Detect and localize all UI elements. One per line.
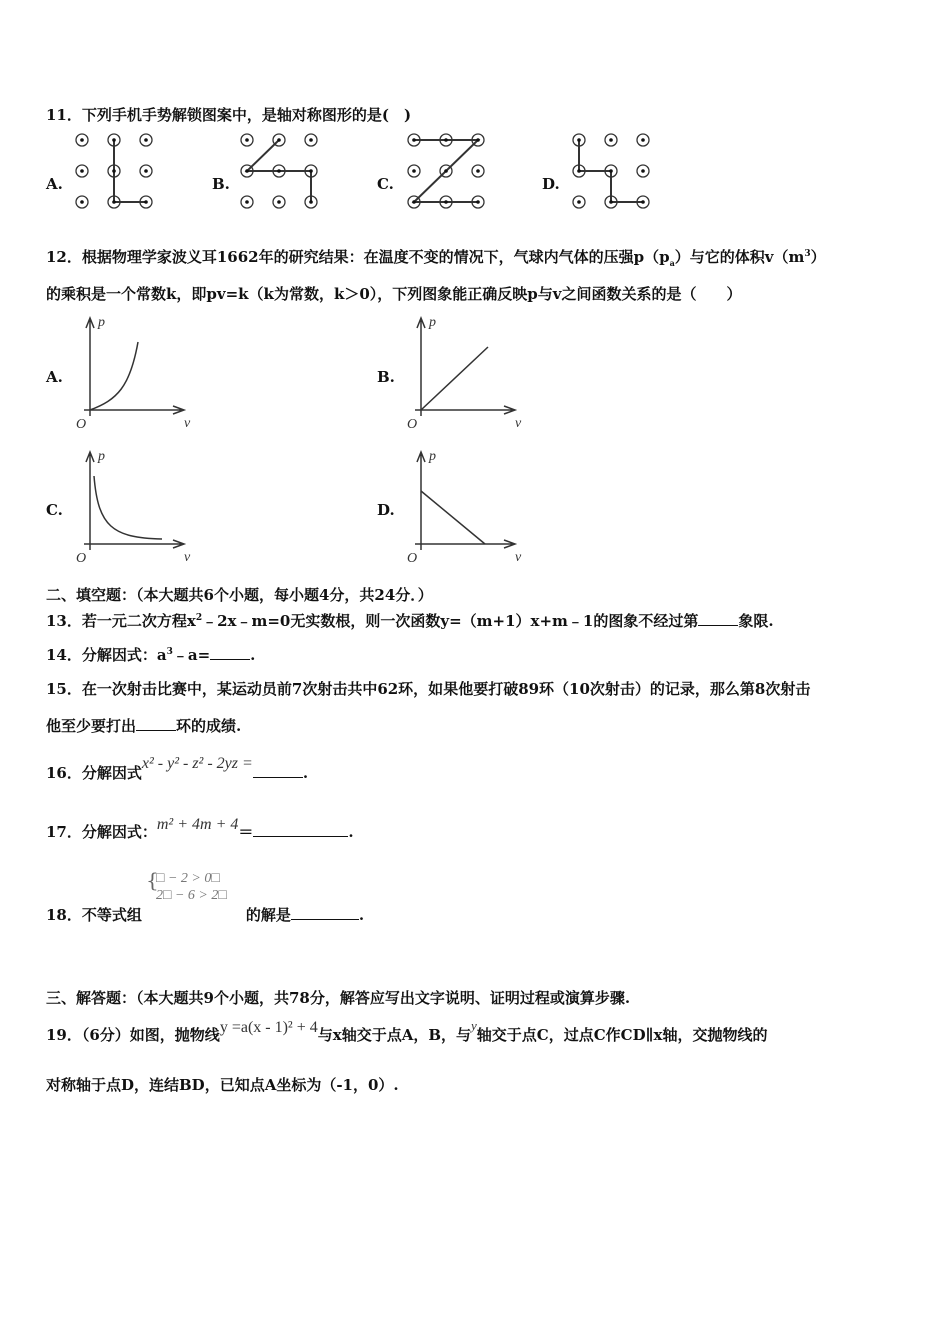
question-11-stem: 11．下列手机手势解锁图案中，是轴对称图形的是( ) bbox=[46, 106, 412, 124]
brace-symbol: { bbox=[146, 868, 159, 892]
question-12-line2: 的乘积是一个常数k，即pv=k（k为常数，k＞0），下列图象能正确反映p与v之间函数关系的是（ ） bbox=[46, 285, 742, 303]
question-14: 14．分解因式：$a^3﹣a=$ . bbox=[46, 646, 256, 664]
x-axis bbox=[84, 540, 184, 548]
question-19-line2: 对称轴于点D，连结BD，已知点A坐标为（-1，0）. bbox=[46, 1076, 399, 1094]
axis-label-v: v bbox=[184, 550, 191, 565]
q11-option-b-label: B. bbox=[212, 175, 230, 193]
question-18: 18．不等式组 的解是 . bbox=[46, 906, 365, 924]
graph-curve bbox=[90, 342, 138, 410]
y-axis bbox=[86, 452, 94, 550]
q12-graph-d bbox=[403, 446, 528, 566]
q12-option-b-label: B. bbox=[377, 368, 395, 386]
y-axis bbox=[86, 318, 94, 416]
question-15-line1: 15．在一次射击比赛中，某运动员前7次射击共中62环，如果他要打破89环（10次射击）的记录，那么第8次射击 bbox=[46, 680, 811, 698]
answer-blank[interactable] bbox=[291, 905, 359, 920]
axis-label-p: p bbox=[429, 315, 436, 330]
q11-option-d-label: D. bbox=[542, 175, 560, 193]
question-15-line2: 他至少要打出 环的成绩. bbox=[46, 717, 242, 735]
q12-option-a-label: A. bbox=[46, 368, 63, 386]
answer-blank[interactable] bbox=[698, 611, 738, 626]
q11-pattern-a bbox=[70, 132, 160, 212]
q12-graph-b bbox=[403, 312, 528, 432]
axis-label-p: p bbox=[98, 315, 105, 330]
q12-graph-c bbox=[72, 446, 197, 566]
graph-line bbox=[421, 491, 485, 544]
x-axis bbox=[84, 406, 184, 414]
formula: m² + 4m + 4 bbox=[156, 816, 239, 833]
question-19-line1: 19．（6分）如图，抛物线y =a(x - 1)² + 4与x轴交于点A，B，与y轴交于点C，过点C作CD∥x轴，交抛物线的 bbox=[46, 1018, 768, 1044]
graph-line bbox=[421, 347, 488, 410]
q12-option-d-label: D. bbox=[377, 501, 395, 519]
origin-label: O bbox=[76, 417, 87, 432]
axis-label-v: v bbox=[515, 416, 522, 431]
q12-option-c-label: C. bbox=[46, 501, 63, 519]
formula: x² - y² - z² - 2yz = bbox=[141, 755, 253, 772]
axis-label-p: p bbox=[429, 449, 436, 464]
formula: y =a(x - 1)² + 4 bbox=[219, 1019, 318, 1036]
q12-graph-a bbox=[72, 312, 197, 432]
section-3-heading: 三、解答题：（本大题共9个小题，共78分，解答应写出文字说明、证明过程或演算步骤. bbox=[46, 989, 631, 1007]
graph-curve bbox=[94, 476, 162, 539]
answer-blank[interactable] bbox=[253, 822, 348, 837]
section-2-heading: 二、填空题：（本大题共6个小题，每小题4分，共24分．） bbox=[46, 586, 433, 604]
axis-label-p: p bbox=[98, 449, 105, 464]
q11-option-c-label: C. bbox=[377, 175, 394, 193]
axis-label-v: v bbox=[515, 550, 522, 565]
x-axis bbox=[415, 406, 515, 414]
q11-pattern-d bbox=[567, 132, 657, 212]
answer-blank[interactable] bbox=[136, 716, 176, 731]
answer-blank[interactable] bbox=[253, 763, 303, 778]
y-axis bbox=[417, 452, 425, 550]
origin-label: O bbox=[76, 551, 87, 566]
q11-pattern-b bbox=[235, 132, 325, 212]
answer-blank[interactable] bbox=[210, 645, 250, 660]
q11-pattern-c bbox=[402, 132, 492, 212]
inequality-system: □ − 2 > 0□ 2□ − 6 > 2□ bbox=[156, 871, 227, 903]
origin-label: O bbox=[407, 551, 418, 566]
question-12-line1: 12．根据物理学家波义耳1662年的研究结果：在温度不变的情况下，气球内气体的压强$p(p_a)$与它的体积$v(m^3)$ bbox=[46, 248, 826, 268]
x-axis bbox=[415, 540, 515, 548]
question-17: 17．分解因式：m² + 4m + 4＝ . bbox=[46, 816, 354, 841]
q11-option-a-label: A. bbox=[46, 175, 63, 193]
y-axis bbox=[417, 318, 425, 416]
question-13: 13．若一元二次方程$x^2﹣2x﹣m=0$无实数根，则一次函数y=（m+1）x+m﹣1的图象不经过第 象限. bbox=[46, 612, 774, 630]
origin-label: O bbox=[407, 417, 418, 432]
axis-label-v: v bbox=[184, 416, 191, 431]
question-16: 16．分解因式x² - y² - z² - 2yz =. bbox=[46, 755, 309, 782]
